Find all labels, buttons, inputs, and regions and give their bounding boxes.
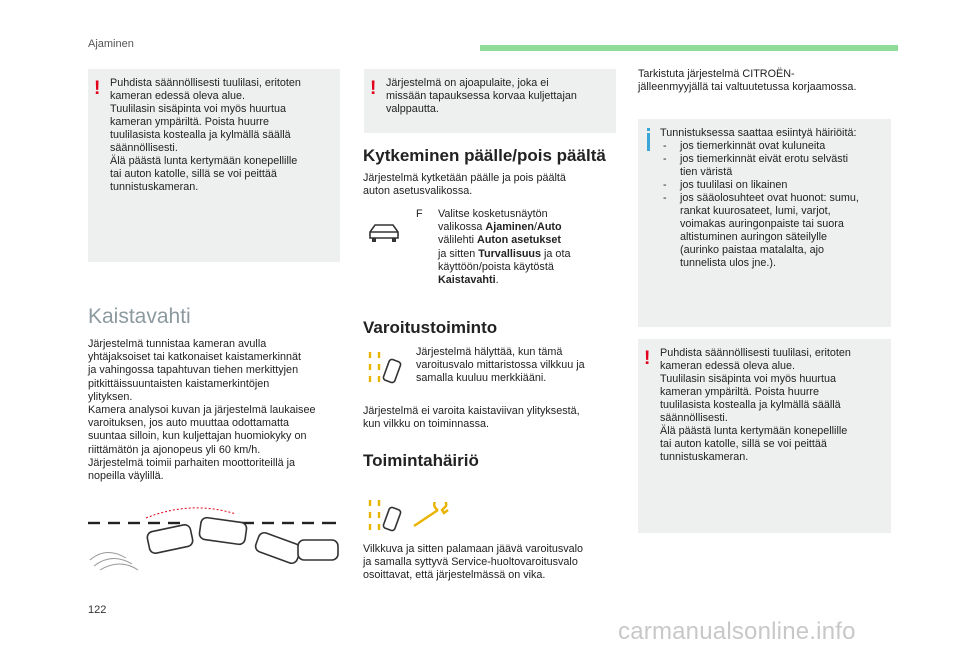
warning-line: Tuulilasin sisäpinta voi myös huurtua bbox=[110, 103, 287, 115]
lane-illustration bbox=[86, 500, 342, 572]
body-line: auton asetusvalikossa. bbox=[363, 185, 473, 198]
step-line: valikossa Ajaminen/Auto bbox=[438, 221, 562, 234]
info-lead: Tunnistuksessa saattaa esiintyä häiriöitä: bbox=[660, 127, 857, 139]
body-line: Tarkistuta järjestelmä CITROËN- bbox=[638, 68, 795, 80]
wrench-icon bbox=[412, 502, 452, 530]
list-item-line: - jos tiemerkinnät ovat kuluneita bbox=[680, 140, 826, 152]
warning-icon: ! bbox=[94, 78, 101, 99]
kaistavahti-body bbox=[88, 338, 348, 483]
body-line: yhtäjaksoiset tai katkonaiset kaistamerkinnät bbox=[88, 351, 302, 364]
body-line: osoittavat, että järjestelmässä on vika. bbox=[363, 569, 546, 582]
list-item-line: (aurinko paistaa matalalta, ajo bbox=[680, 244, 825, 256]
warning-text bbox=[110, 77, 336, 194]
kytkeminen-intro bbox=[363, 172, 613, 198]
list-item bbox=[660, 192, 888, 270]
car-settings-icon bbox=[366, 218, 402, 246]
body-line: samalla kuuluu merkkiääni. bbox=[416, 372, 547, 385]
warning-box-col1 bbox=[88, 69, 340, 262]
body-line: jälleenmyyjällä tai valtuutetussa korjaamossa. bbox=[638, 81, 857, 94]
warning-icon: ! bbox=[644, 348, 651, 369]
warning-line: tunnistuskameran. bbox=[110, 181, 199, 193]
body-line: ja samalla syttyvä Service-huoltovaroitusvalo bbox=[363, 556, 578, 569]
warning-line: kameran ympäriltä. Poista huurre bbox=[660, 386, 820, 398]
step-line: välilehti Auton asetukset bbox=[438, 234, 562, 247]
warning-line: Älä päästä lunta kertymään konepellille bbox=[660, 425, 848, 437]
list-item-line: tien väristä bbox=[680, 166, 733, 178]
list-item-line: rankat kuurosateet, lumi, varjot, bbox=[680, 205, 831, 217]
body-line: Järjestelmä toimii parhaiten moottoriteillä ja bbox=[88, 456, 296, 469]
varoitus-body bbox=[363, 405, 613, 431]
body-line: kun vilkku on toiminnassa. bbox=[363, 418, 490, 431]
warning-line: Puhdista säännöllisesti tuulilasi, eritoten bbox=[660, 347, 851, 359]
warning-line: Älä päästä lunta kertymään konepellille bbox=[110, 155, 298, 167]
lane-departure-icon bbox=[366, 498, 406, 538]
info-box bbox=[638, 119, 891, 327]
varoitustoiminto-title: Varoitustoiminto bbox=[363, 318, 498, 337]
warning-box-col2 bbox=[364, 69, 616, 133]
warning-line: Tuulilasin sisäpinta voi myös huurtua bbox=[660, 373, 837, 385]
list-item bbox=[660, 179, 888, 192]
body-line: Kamera analysoi kuvan ja järjestelmä laukaisee bbox=[88, 404, 316, 417]
warning-line: kameran edessä oleva alue. bbox=[660, 360, 796, 372]
warning-line: Järjestelmä on ajoapulaite, joka ei bbox=[386, 77, 549, 89]
list-item bbox=[660, 153, 888, 179]
body-line: nopeilla väylillä. bbox=[88, 470, 164, 483]
info-icon bbox=[647, 133, 650, 151]
list-item-line: - jos sääolosuhteet ovat huonot: sumu, bbox=[680, 192, 859, 204]
warning-line: tuulilasista kostealla ja kylmällä säällä bbox=[110, 129, 291, 141]
body-line: pitkittäissuuntaisten kaistamerkintöjen bbox=[88, 377, 270, 390]
toimintahairio-title: Toimintahäiriö bbox=[363, 451, 479, 470]
toimintahairio-body bbox=[363, 543, 618, 583]
body-line: Järjestelmä tunnistaa kameran avulla bbox=[88, 338, 267, 350]
body-line: riittämätön ja ajonopeus yli 60 km/h. bbox=[88, 443, 261, 456]
kaistavahti-title: Kaistavahti bbox=[88, 305, 191, 328]
warning-line: säännöllisesti. bbox=[110, 142, 178, 154]
list-item-line: altistuminen auringon säteilylle bbox=[680, 231, 828, 243]
step-bullet: F bbox=[416, 208, 423, 220]
step-line: ja sitten Turvallisuus ja ota bbox=[438, 247, 571, 260]
list-item-line: tunnelista ulos jne.). bbox=[680, 257, 777, 269]
body-line: ja vahingossa tapahtuvan tiehen merkittyjen bbox=[88, 364, 299, 377]
warning-text bbox=[386, 77, 612, 116]
step-line: Valitse kosketusnäytön bbox=[438, 208, 548, 220]
warning-line: tai auton katolle, sillä se voi peittää bbox=[110, 168, 277, 180]
body-line: Järjestelmä ei varoita kaistaviivan ylityksestä, bbox=[363, 405, 580, 417]
warning-line: tai auton katolle, sillä se voi peittää bbox=[660, 438, 827, 450]
warning-line: missään tapauksessa korvaa kuljettajan bbox=[386, 90, 577, 102]
warning-icon: ! bbox=[370, 78, 377, 99]
body-line: ylityksen. bbox=[88, 390, 133, 403]
lane-departure-icon bbox=[366, 350, 406, 390]
kytkeminen-title: Kytkeminen päälle/pois päältä bbox=[363, 146, 606, 165]
info-text bbox=[660, 127, 888, 270]
watermark: carmanualsonline.info bbox=[618, 618, 856, 645]
body-line: suuntaa silloin, kun kuljettajan huomiokyky on bbox=[88, 430, 307, 443]
list-item bbox=[660, 140, 888, 153]
list-item-line: - jos tuulilasi on likainen bbox=[680, 179, 788, 191]
warning-text bbox=[660, 347, 888, 464]
body-line: varoituksen, jos auto muuttaa odottamatta bbox=[88, 417, 290, 430]
body-line: varoitusvalo mittaristossa vilkkuu ja bbox=[416, 359, 585, 372]
info-list bbox=[660, 140, 888, 270]
warning-line: Puhdista säännöllisesti tuulilasi, eritoten bbox=[110, 77, 301, 89]
list-item-line: - jos tiemerkinnät eivät erotu selvästi bbox=[680, 153, 849, 165]
warning-line: tuulilasista kostealla ja kylmällä säällä bbox=[660, 399, 841, 411]
warning-line: kameran edessä oleva alue. bbox=[110, 90, 246, 102]
section-header: Ajaminen bbox=[88, 38, 134, 50]
col3-intro bbox=[638, 68, 898, 94]
step-line: Kaistavahti. bbox=[438, 274, 499, 287]
settings-step bbox=[416, 208, 606, 287]
warning-line: kameran ympäriltä. Poista huurre bbox=[110, 116, 270, 128]
list-item-line: voimakas auringonpaiste tai suora bbox=[680, 218, 844, 230]
varoitus-icon-text bbox=[416, 346, 616, 386]
body-line: Järjestelmä kytketään päälle ja pois päältä bbox=[363, 172, 566, 184]
warning-line: säännöllisesti. bbox=[660, 412, 728, 424]
header-bar bbox=[480, 45, 898, 51]
body-line: Vilkkuva ja sitten palamaan jäävä varoitusvalo bbox=[363, 543, 584, 555]
body-line: Järjestelmä hälyttää, kun tämä bbox=[416, 346, 563, 358]
warning-line: tunnistuskameran. bbox=[660, 451, 749, 463]
page-number: 122 bbox=[88, 604, 107, 616]
step-line: käyttöön/poista käytöstä bbox=[438, 260, 554, 273]
warning-box-col3 bbox=[638, 339, 891, 533]
warning-line: valppautta. bbox=[386, 103, 439, 115]
